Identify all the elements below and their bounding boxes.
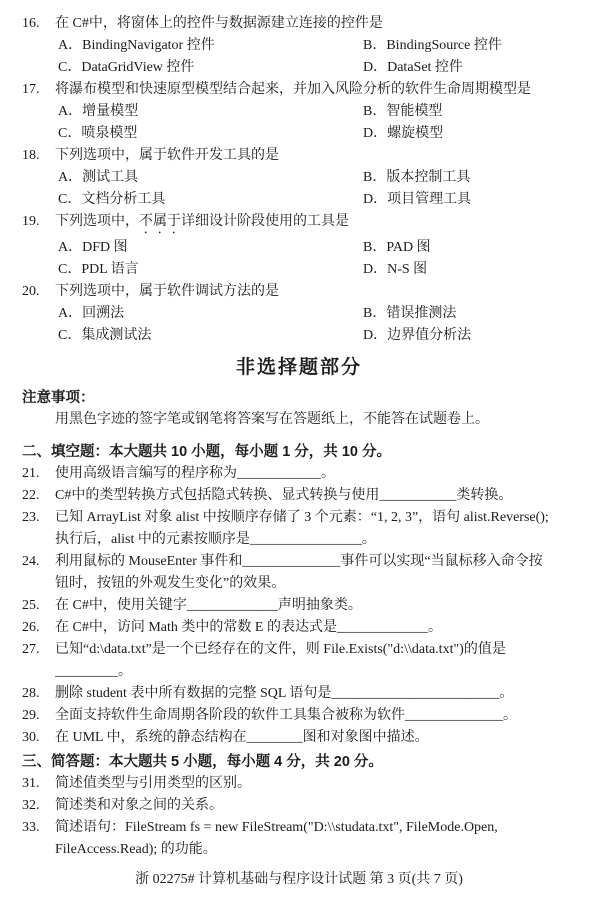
option-18-a: A．测试工具 <box>58 170 139 185</box>
option-16-c: C．DataGridView 控件 <box>58 60 195 75</box>
question-24-number: 24. <box>22 554 40 569</box>
question-20-options <box>58 303 576 347</box>
question-19-stem-pre: 下列选项中， <box>55 214 139 229</box>
question-17-stem: 将瀑布模型和快速原型模型结合起来，并加入风险分析的软件生命周期模型是 <box>55 82 531 97</box>
question-30-text: 在 UML 中，系统的静态结构在________图和对象图中描述。 <box>55 730 429 745</box>
question-20 <box>22 281 576 347</box>
option-16-a: A．BindingNavigator 控件 <box>58 38 215 53</box>
question-24-text-line2: 钮时，按钮的外观发生变化”的效果。 <box>55 576 286 591</box>
option-18-c: C．文档分析工具 <box>58 192 166 207</box>
question-18-options <box>58 167 576 211</box>
option-19-a: A．DFD 图 <box>58 240 128 255</box>
question-19-options <box>58 237 576 281</box>
option-17-b: B．智能模型 <box>363 104 443 119</box>
question-33-text-line2: FileAccess.Read); 的功能。 <box>55 842 217 857</box>
question-33-text-line1: 简述语句：FileStream fs = new FileStream("D:\\studata.txt", FileMode.Open, <box>55 820 498 835</box>
question-30-number: 30. <box>22 730 40 745</box>
option-20-a: A．回溯法 <box>58 306 125 321</box>
option-18-d: D．项目管理工具 <box>363 192 472 207</box>
question-31-number: 31. <box>22 776 40 791</box>
option-17-a: A．增量模型 <box>58 104 139 119</box>
option-19-b: B．PAD 图 <box>363 240 431 255</box>
question-18-number: 18. <box>22 148 40 163</box>
question-23-number: 23. <box>22 510 40 525</box>
option-16-d: D．DataSet 控件 <box>363 60 463 75</box>
fill-section-header: 二、填空题：本大题共 10 小题，每小题 1 分，共 10 分。 <box>22 444 391 460</box>
question-25-text: 在 C#中，使用关键字_____________声明抽象类。 <box>55 598 362 613</box>
fill-section <box>22 463 576 749</box>
question-21 <box>22 463 576 485</box>
question-24-text-line1: 利用鼠标的 MouseEnter 事件和______________事件可以实现“当鼠标移入命令按 <box>55 554 543 569</box>
short-answer-section <box>22 773 576 861</box>
question-18-stem: 下列选项中，属于软件开发工具的是 <box>55 148 279 163</box>
question-16 <box>22 13 576 79</box>
question-19-stem-post: 详细设计阶段使用的工具是 <box>181 214 349 229</box>
question-31 <box>22 773 576 795</box>
question-19 <box>22 211 576 281</box>
question-25 <box>22 595 576 617</box>
option-19-d: D．N-S 图 <box>363 262 428 277</box>
option-19-c: C．PDL 语言 <box>58 262 139 277</box>
question-21-text: 使用高级语言编写的程序称为____________。 <box>55 466 335 481</box>
question-33-number: 33. <box>22 820 40 835</box>
question-28 <box>22 683 576 705</box>
question-26-text: 在 C#中，访问 Math 类中的常数 E 的表达式是_____________。 <box>55 620 442 635</box>
question-32-number: 32. <box>22 798 40 813</box>
question-20-number: 20. <box>22 284 40 299</box>
option-16-b: B．BindingSource 控件 <box>363 38 502 53</box>
question-28-number: 28. <box>22 686 40 701</box>
question-22-text: C#中的类型转换方式包括隐式转换、显式转换与使用___________类转换。 <box>55 488 513 503</box>
question-17-number: 17. <box>22 82 40 97</box>
question-31-text: 简述值类型与引用类型的区别。 <box>55 776 251 791</box>
question-19-number: 19. <box>22 214 40 229</box>
notice-label: 注意事项： <box>22 390 95 406</box>
option-17-c: C．喷泉模型 <box>58 126 138 141</box>
question-19-stem <box>55 211 576 237</box>
question-28-text: 删除 student 表中所有数据的完整 SQL 语句是________________________。 <box>55 686 514 701</box>
page-footer: 浙 02275# 计算机基础与程序设计试题 第 3 页(共 7 页) <box>135 872 463 887</box>
question-23-text-line1: 已知 ArrayList 对象 alist 中按顺序存储了 3 个元素：“1, 2, 3”，语句 alist.Reverse(); <box>55 510 549 525</box>
option-17-d: D．螺旋模型 <box>363 126 444 141</box>
option-20-c: C．集成测试法 <box>58 328 152 343</box>
question-17-options <box>58 101 576 145</box>
question-21-number: 21. <box>22 466 40 481</box>
short-section-header: 三、简答题：本大题共 5 小题，每小题 4 分，共 20 分。 <box>22 754 383 770</box>
question-27 <box>22 639 576 683</box>
question-32-text: 简述类和对象之间的关系。 <box>55 798 223 813</box>
question-29-text: 全面支持软件生命周期各阶段的软件工具集合被称为软件______________。 <box>55 708 517 723</box>
question-26-number: 26. <box>22 620 40 635</box>
question-30 <box>22 727 576 749</box>
question-16-stem: 在 C#中，将窗体上的控件与数据源建立连接的控件是 <box>55 16 383 31</box>
option-18-b: B．版本控制工具 <box>363 170 471 185</box>
section-heading-nonchoice: 非选择题部分 <box>235 357 362 378</box>
question-17 <box>22 79 576 145</box>
question-33 <box>22 817 576 861</box>
question-16-options <box>58 35 576 79</box>
question-24 <box>22 551 576 595</box>
question-27-number: 27. <box>22 642 40 657</box>
question-16-number: 16. <box>22 16 40 31</box>
question-26 <box>22 617 576 639</box>
question-19-stem-emphasized: 不属于 <box>139 214 181 229</box>
question-27-text-line2: _________。 <box>55 664 132 679</box>
question-23 <box>22 507 576 551</box>
question-20-stem: 下列选项中，属于软件调试方法的是 <box>55 284 279 299</box>
question-25-number: 25. <box>22 598 40 613</box>
question-27-text-line1: 已知“d:\data.txt”是一个已经存在的文件，则 File.Exists("d:\\data.txt")的值是 <box>55 642 506 657</box>
option-20-b: B．错误推测法 <box>363 306 457 321</box>
question-22 <box>22 485 576 507</box>
notice-body: 用黑色字迹的签字笔或钢笔将答案写在答题纸上，不能答在试题卷上。 <box>55 412 489 427</box>
question-23-text-line2: 执行后，alist 中的元素按顺序是________________。 <box>55 532 376 547</box>
question-32 <box>22 795 576 817</box>
question-29 <box>22 705 576 727</box>
question-22-number: 22. <box>22 488 40 503</box>
question-29-number: 29. <box>22 708 40 723</box>
mcq-section <box>22 13 576 347</box>
question-18 <box>22 145 576 211</box>
option-20-d: D．边界值分析法 <box>363 328 472 343</box>
